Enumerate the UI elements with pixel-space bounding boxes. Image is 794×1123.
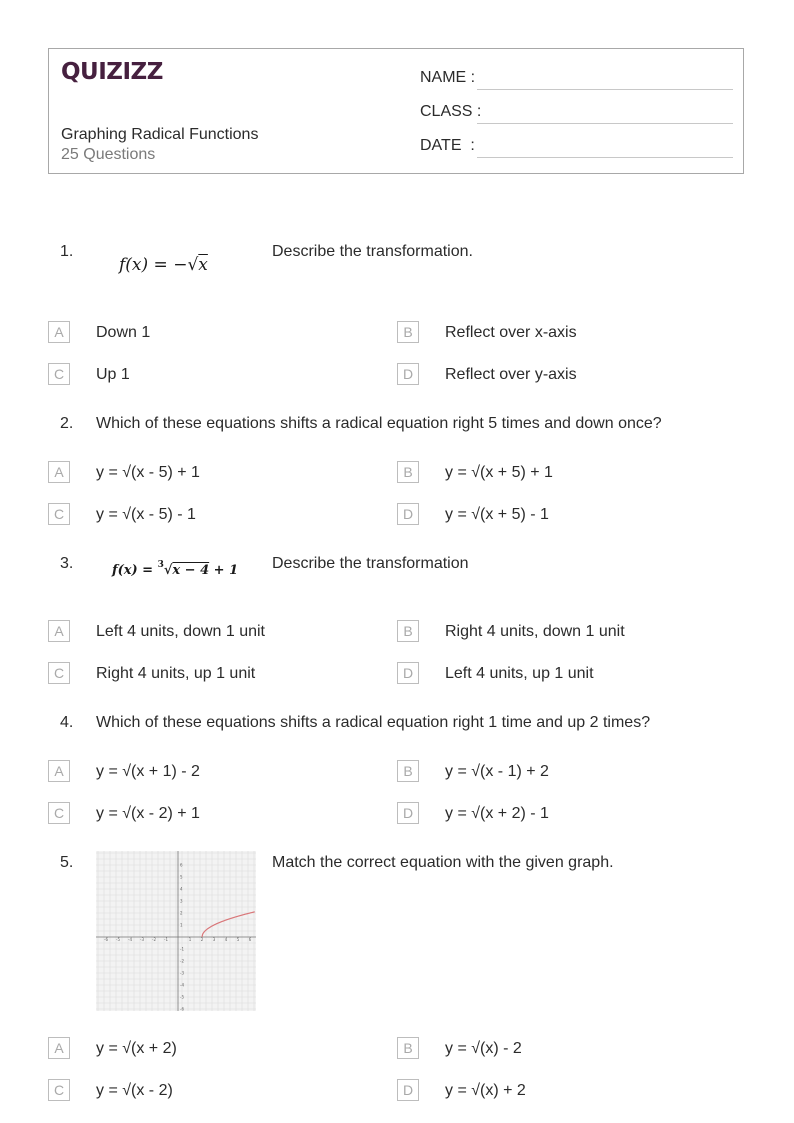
option-letter[interactable]: D — [397, 363, 419, 385]
y-tick-label: -4 — [180, 982, 184, 988]
option-text[interactable]: Right 4 units, down 1 unit — [445, 623, 625, 640]
option-letter[interactable]: D — [397, 503, 419, 525]
y-tick-label: -2 — [180, 958, 184, 964]
y-tick-label: 2 — [180, 910, 183, 916]
x-tick-label: 1 — [188, 937, 192, 942]
y-tick-label: -5 — [180, 994, 184, 1000]
y-tick-label: 3 — [180, 898, 183, 904]
option-letter[interactable]: D — [397, 662, 419, 684]
option-letter[interactable]: C — [48, 802, 70, 824]
question-count: 25 Questions — [61, 146, 156, 163]
option-text[interactable]: y = √(x + 5) + 1 — [445, 464, 553, 481]
option-letter[interactable]: B — [397, 461, 419, 483]
class-label: CLASS : — [420, 103, 482, 120]
option-letter[interactable]: B — [397, 321, 419, 343]
option-text[interactable]: y = √(x + 1) - 2 — [96, 763, 200, 780]
option-letter[interactable]: D — [397, 1079, 419, 1101]
question-text: Which of these equations shifts a radical equation right 5 times and down once? — [96, 415, 662, 432]
x-tick-label: -5 — [116, 937, 120, 942]
y-tick-label: -6 — [180, 1006, 184, 1011]
option-letter[interactable]: C — [48, 662, 70, 684]
question-text: Describe the transformation — [272, 555, 469, 572]
x-tick-label: 5 — [236, 937, 240, 942]
x-tick-label: -3 — [140, 937, 144, 942]
quizizz-logo: QUIZIZZ — [61, 59, 163, 85]
x-tick-label: 4 — [224, 937, 228, 942]
date-label: DATE : — [420, 137, 475, 154]
question-number: 3. — [60, 555, 74, 572]
worksheet-title: Graphing Radical Functions — [61, 126, 259, 143]
option-letter[interactable]: B — [397, 1037, 419, 1059]
option-text[interactable]: Left 4 units, up 1 unit — [445, 665, 594, 682]
x-tick-label: -6 — [104, 937, 108, 942]
option-letter[interactable]: A — [48, 461, 70, 483]
question-number: 4. — [60, 714, 74, 731]
x-tick-label: -4 — [128, 937, 132, 942]
question-number: 5. — [60, 854, 74, 871]
x-tick-label: -1 — [164, 937, 168, 942]
option-text[interactable]: y = √(x) + 2 — [445, 1082, 526, 1099]
option-text[interactable]: Right 4 units, up 1 unit — [96, 665, 256, 682]
option-text[interactable]: Up 1 — [96, 366, 130, 383]
option-letter[interactable]: A — [48, 321, 70, 343]
option-text[interactable]: y = √(x + 2) — [96, 1040, 177, 1057]
option-text[interactable]: y = √(x) - 2 — [445, 1040, 522, 1057]
option-text[interactable]: y = √(x + 2) - 1 — [445, 805, 549, 822]
question-graph — [96, 851, 256, 1011]
question-number: 1. — [60, 243, 74, 260]
name-field[interactable] — [477, 89, 733, 90]
option-text[interactable]: y = √(x - 1) + 2 — [445, 763, 549, 780]
x-tick-label: 3 — [212, 937, 216, 942]
y-tick-label: -1 — [180, 946, 184, 952]
option-letter[interactable]: D — [397, 802, 419, 824]
question-text: Describe the transformation. — [272, 243, 473, 260]
option-text[interactable]: Down 1 — [96, 324, 151, 341]
option-letter[interactable]: A — [48, 760, 70, 782]
option-letter[interactable]: C — [48, 503, 70, 525]
question-text: Which of these equations shifts a radical equation right 1 time and up 2 times? — [96, 714, 651, 731]
option-letter[interactable]: C — [48, 1079, 70, 1101]
option-text[interactable]: y = √(x - 5) + 1 — [96, 464, 200, 481]
y-tick-label: 5 — [180, 874, 183, 880]
question-formula: f(x) = −√x — [119, 255, 208, 275]
option-text[interactable]: y = √(x - 2) — [96, 1082, 173, 1099]
question-text: Match the correct equation with the given graph. — [272, 854, 614, 871]
y-tick-label: 6 — [180, 862, 183, 868]
class-field[interactable] — [477, 123, 733, 124]
option-text[interactable]: y = √(x - 2) + 1 — [96, 805, 200, 822]
option-letter[interactable]: A — [48, 620, 70, 642]
question-number: 2. — [60, 415, 74, 432]
date-field[interactable] — [477, 157, 733, 158]
worksheet-header — [48, 48, 744, 174]
option-text[interactable]: Reflect over y-axis — [445, 366, 577, 383]
y-tick-label: 4 — [180, 886, 183, 892]
option-letter[interactable]: A — [48, 1037, 70, 1059]
name-label: NAME : — [420, 69, 476, 86]
option-text[interactable]: y = √(x + 5) - 1 — [445, 506, 549, 523]
question-formula: f(x) = $^3$√x − 4 + 1 — [112, 560, 239, 578]
y-tick-label: 1 — [180, 922, 183, 928]
option-letter[interactable]: C — [48, 363, 70, 385]
y-tick-label: -3 — [180, 970, 184, 976]
option-text[interactable]: Left 4 units, down 1 unit — [96, 623, 265, 640]
option-text[interactable]: Reflect over x-axis — [445, 324, 577, 341]
option-letter[interactable]: B — [397, 760, 419, 782]
x-tick-label: 2 — [200, 937, 204, 942]
x-tick-label: 6 — [248, 937, 252, 942]
option-text[interactable]: y = √(x - 5) - 1 — [96, 506, 196, 523]
x-tick-label: -2 — [152, 937, 156, 942]
option-letter[interactable]: B — [397, 620, 419, 642]
